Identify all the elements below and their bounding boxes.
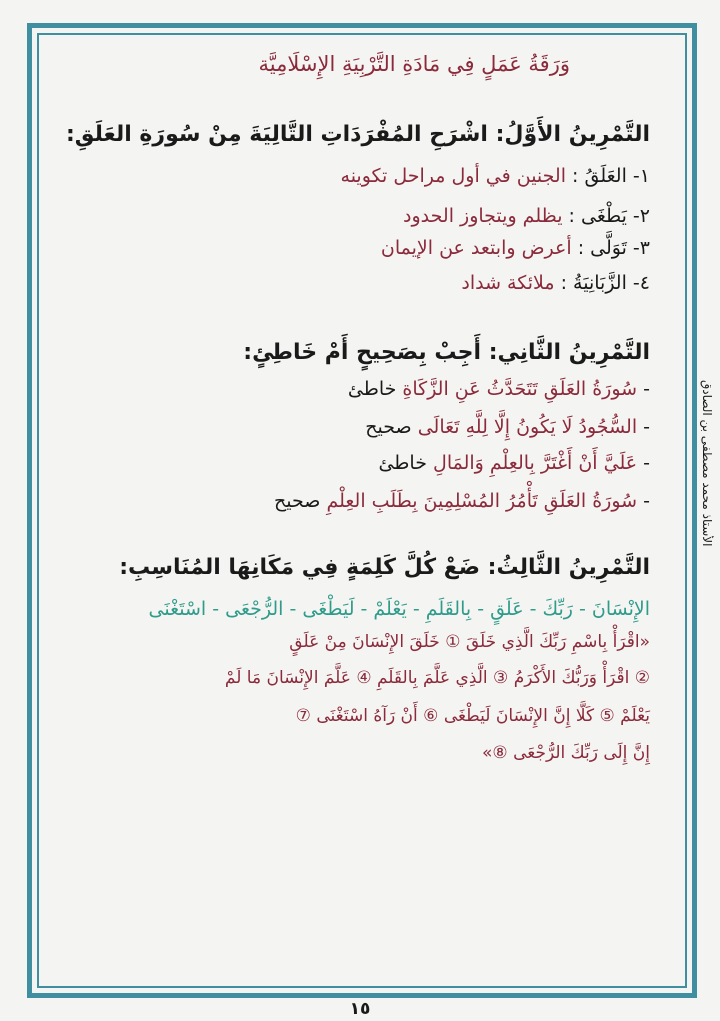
item-answer: خاطئ xyxy=(347,378,397,400)
item-separator: : xyxy=(560,272,567,294)
item-number: ١- xyxy=(632,165,650,187)
item-statement: عَلَيَّ أَنْ أَغْتَرَّ بِالعِلْمِ وَالمَالِ xyxy=(433,452,638,474)
exercise-1-item xyxy=(341,165,650,187)
item-number: - xyxy=(643,490,650,512)
item-answer: خاطئ xyxy=(378,452,427,474)
verse-line: إِنَّ إِلَى رَبِّكَ الرُّجْعَى ⑧» xyxy=(482,743,650,763)
item-separator: : xyxy=(568,205,575,227)
item-answer: صحيح xyxy=(365,416,412,438)
item-meaning: يظلم ويتجاوز الحدود xyxy=(403,205,563,227)
exercise-1-heading: التَّمْرِينُ الأَوَّلُ: اشْرَحِ المُفْرَدَاتِ التَّالِيَةَ مِنْ سُورَةِ العَلَقِ: xyxy=(65,122,650,147)
exercise-2-item xyxy=(365,416,650,438)
item-number: ٤- xyxy=(632,272,650,294)
item-number: ٣- xyxy=(632,237,650,259)
item-statement: السُّجُودُ لَا يَكُونُ إِلَّا لِلَّهِ تَعَالَى xyxy=(417,416,638,438)
item-meaning: أعرض وابتعد عن الإيمان xyxy=(380,237,572,259)
item-word: العَلَقُ xyxy=(584,165,627,187)
exercise-1-item xyxy=(461,272,650,294)
item-number: - xyxy=(643,452,650,474)
exercise-2-item xyxy=(348,378,650,400)
verse-line: ② اقْرَأْ وَرَبُّكَ الأَكْرَمُ ③ الَّذِي عَلَّمَ بِالقَلَمِ ④ عَلَّمَ الإِنْسَانَ مَا لَمْ xyxy=(224,668,650,688)
item-answer: صحيح xyxy=(274,490,321,512)
item-word: تَوَلَّى xyxy=(590,237,627,259)
exercise-2-item xyxy=(378,452,650,474)
item-number: - xyxy=(643,416,650,438)
exercise-1-item xyxy=(403,205,650,227)
item-statement: سُورَةُ العَلَقِ تَتَحَدَّثُ عَنِ الزَّكَاةِ xyxy=(402,378,638,400)
item-meaning: الجنين في أول مراحل تكوينه xyxy=(340,165,566,187)
word-bank: الإِنْسَانَ - رَبِّكَ - عَلَقٍ - بِالقَلَمِ - يَعْلَمْ - لَيَطْغَى - الرُّجْعَى - اسْتَغْنَى xyxy=(148,598,650,620)
item-word: يَطْغَى xyxy=(580,205,627,227)
item-separator: : xyxy=(577,237,585,259)
verse-line: يَعْلَمْ ⑤ كَلَّا إِنَّ الإِنْسَانَ لَيَطْغَى ⑥ أَنْ رَآهُ اسْتَغْنَى ⑦ xyxy=(295,706,650,726)
author-side-note: الأستاذ محمد مصطفى بن الصادق xyxy=(700,380,714,547)
exercise-2-heading: التَّمْرِينُ الثَّانِي: أَجِبْ بِصَحِيحٍ أَمْ خَاطِئٍ: xyxy=(243,340,650,365)
item-separator: : xyxy=(572,165,579,187)
worksheet-title: وَرَقَةُ عَمَلٍ فِي مَادَةِ التَّرْبِيَةِ الإِسْلَامِيَّة xyxy=(258,52,570,76)
page-number: ١٥ xyxy=(349,999,371,1019)
exercise-1-item xyxy=(381,237,650,259)
item-statement: سُورَةُ العَلَقِ تَأْمُرُ المُسْلِمِينَ بِطَلَبِ العِلْمِ xyxy=(326,490,638,512)
item-number: ٢- xyxy=(632,205,650,227)
exercise-2-item xyxy=(274,490,650,512)
item-word: الزَّبَانِيَةُ xyxy=(573,272,627,294)
item-number: - xyxy=(643,378,650,400)
verse-line: «اقْرَأْ بِاسْمِ رَبِّكَ الَّذِي خَلَقَ ① خَلَقَ الإِنْسَانَ مِنْ عَلَقٍ xyxy=(289,632,650,652)
item-meaning: ملائكة شداد xyxy=(461,272,555,294)
exercise-3-heading: التَّمْرِينُ الثَّالِثُ: ضَعْ كُلَّ كَلِمَةٍ فِي مَكَانِهَا المُنَاسِبِ: xyxy=(119,555,650,580)
